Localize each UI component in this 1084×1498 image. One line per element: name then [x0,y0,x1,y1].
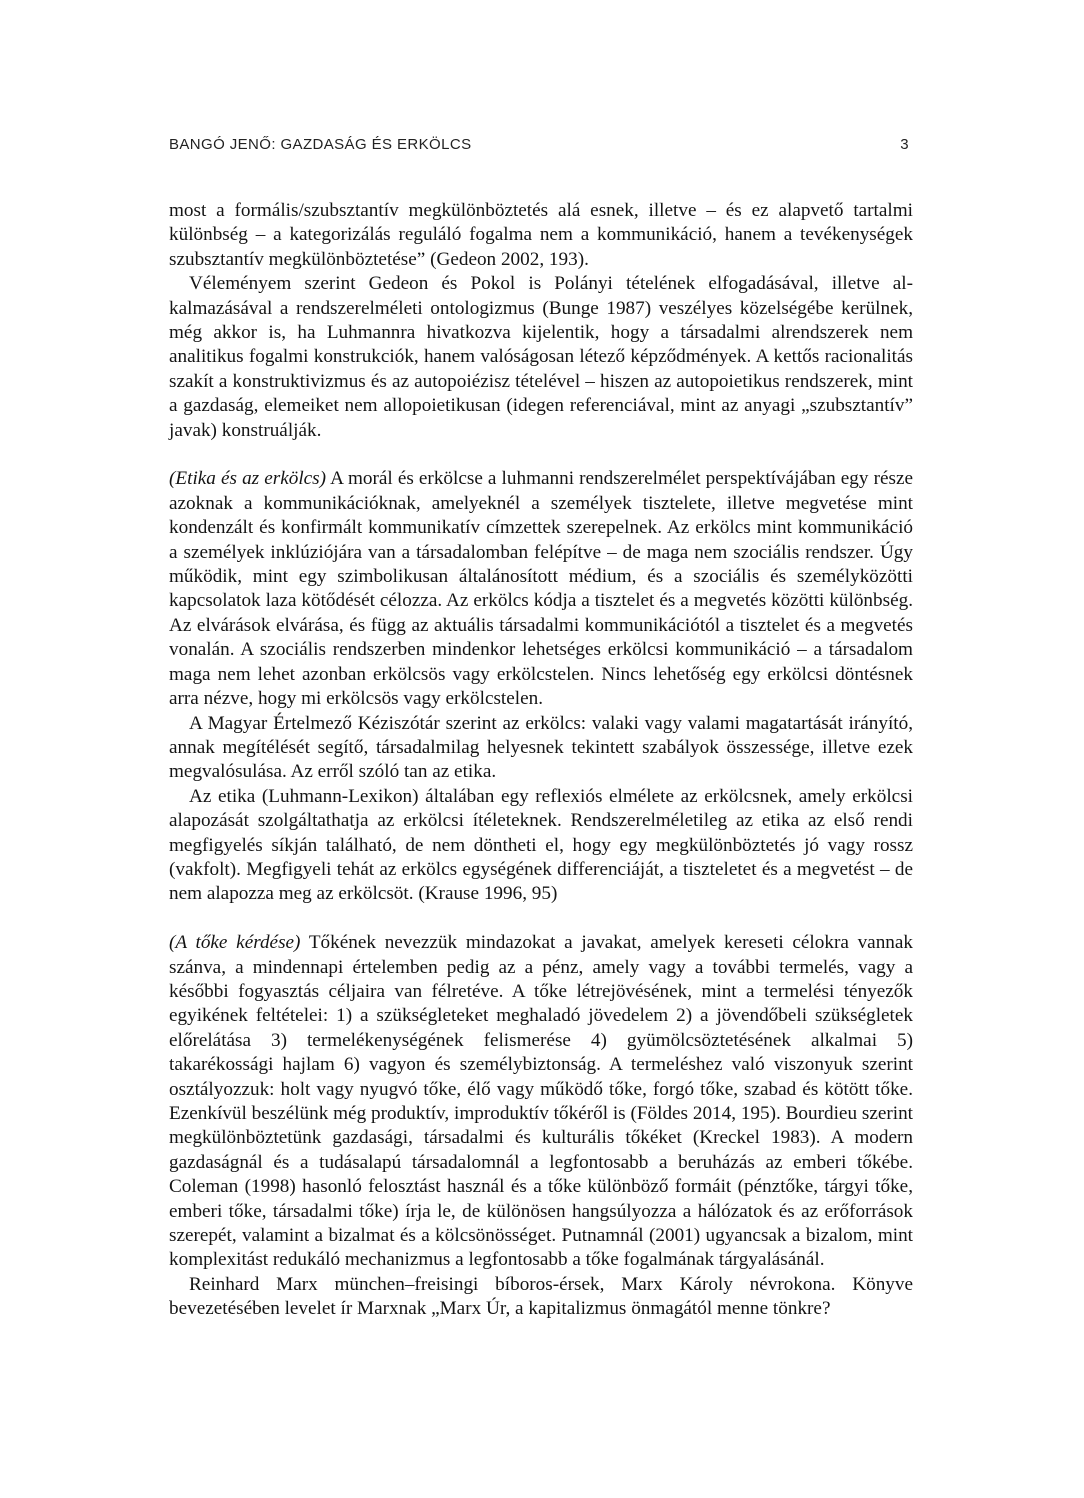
paragraph-text: Reinhard Marx münchen–freisingi bíboros-érsek, Marx Károly névrokona. Könyve bevezetésében levelet ír Marxnak „Marx Úr, a kapitalizmus önmagától menne tönkre? [169,1273,913,1320]
section-lead-etika: (Etika és az erkölcs) [169,468,327,490]
paragraph-ontologizmus [169,272,913,443]
paragraph-keziszotar [169,712,913,785]
section-paragraph-etika [169,467,913,711]
paragraph-text: A Magyar Értelmező Kéziszótár szerint az erkölcs: valaki vagy valami magatartását irányító, annak megítélését segítő, társadalmilag helyesnek tekintett szabályok összessége, illetve ezek megvalósulása. Az erről szóló tan az etika. [169,712,913,783]
paragraph-reinhard-marx [169,1273,913,1322]
paragraph-text: Tőkének nevezzük mindazokat a javakat, amelyek kereseti célokra vannak szánva, a mindennapi értelemben pedig az a pénz, amely vagy a további termelés, vagy a későbbi fogyasztás céljaira van félretéve. A tőke létrejövésének, mint a termelési tényezők egyikének feltételei: 1) a szükségleteket meghaladó jövedelem 2) a jövendőbeli szükségletek előrelátása 3) termelékenységének felismerése 4) gyümölcsöztetésének alkalmai 5) takarékossági hajlam 6) vagyon és személybiztonság. A termeléshez való viszonyuk szerint osztályozzuk: holt vagy nyugvó tőke, élő vagy működő tőke, forgó tőke, szabad és kötött tőke. Ezenkívül beszélünk még produktív, improduktív tőkéről is (Földes 2014, 195). Bourdieu szerint megkülönböztetünk gazdasági, társadalmi és kulturális tőkéket (Kreckel 1983). A modern gazdaságnál és a tudásalapú társadalomnál a legfontosabb a beruházás az emberi tőkébe. Coleman (1998) hasonló felosztást használ és a tőke különböző formáit (pénztőke, tárgyi tőke, emberi tőke, társadalmi tőke) írja le, de különösen hangsúlyozza a hálózatok és az erőforrások szerepét, valamint a bizalmat és a kölcsönösséget. Putnamnál (2001) ugyancsak a bizalom, mint komplexitást redukáló mechanizmus a legfontosabb a tőke fogalmának tárgyalásánál. [169,932,913,1271]
running-title: BANGÓ JENŐ: GAZDASÁG ÉS ERKÖLCS [169,136,472,153]
section-paragraph-toke [169,931,913,1273]
page-number: 3 [900,136,909,153]
paragraph-luhmann-lexikon [169,785,913,907]
paragraph-text: most a formális/szubsztantív megkülönböztetés alá esnek, illetve – és ez alapvető tartalmi különbség – a kategorizálás reguláló fogalma nem a kommunikáció, hanem a tevékenységek szubsztantív megkülönböztetése” (Gedeon 2002, 193). [169,200,913,270]
paragraph-continuation [169,199,913,272]
paragraph-text: Véleményem szerint Gedeon és Pokol is Polányi tételének elfogadásával, illetve alkalmazásával a rendszerelméleti ontologizmus (Bunge 1987) veszélyes közelségébe kerülnek, még akkor is, ha Luhmannra hivatkozva kijelentik, hogy a társadalmi alrendszerek nem analitikus fogalmi konstrukciók, hanem valóságosan létező képződmények. A kettős racionalitás szakít a konstruktivizmus és az autopoiézisz tételével – hiszen az autopoietikus rendszerek, mint a gazdaság, elemeiket nem allopoietikusan (idegen referenciával, mint az anyagi „szubsztantív” javak) konstruálják. [169,273,913,441]
paragraph-text: A morál és erkölcse a luhmanni rendszerelmélet perspektívájában egy része azoknak a kommunikációknak, amelyeknél a személyek tisztelete, illetve megvetése mint kondenzált és konfirmált kommunikatív címzettek szerepelnek. Az erkölcs mint kommunikáció a személyek inklúziójára van a társadalomban felépítve – de maga nem szociális rendszer. Úgy működik, mint egy szimbolikusan általánosított médium, és a szociális és személyközötti kapcsolatok laza kötődését célozza. Az erkölcs kódja a tisztelet és a megvetés közötti különbség. Az elvárások elvárása, és függ az aktuális társadalmi kommunikációtól a tisztelet és a megvetés vonalán. A szociális rendszerben mindenkor lehetséges erkölcsi kommunikáció – a társadalom maga nem lehet azonban erkölcsös vagy erkölcstelen. Nincs lehetőség egy erkölcsi döntésnek arra nézve, hogy mi erkölcsös vagy erkölcstelen. [169,468,913,710]
running-header [169,136,913,153]
paragraph-text: Az etika (Luhmann-Lexikon) általában egy reflexiós elmélete az erkölcsnek, amely erkölcsi alapozását szolgáltathatja az erkölcsi ítéleteknek. Rendszerelméletileg az etika az első rendi megfigyelés síkján található, de nem döntheti el, hogy egy megkülönböztetés jó vagy rossz (vakfolt). Megfigyeli tehát az erkölcs egységének differenciáját, a tiszteletet és a megvetést – de nem alapozza meg az erkölcsöt. (Krause 1996, 95) [169,785,913,905]
body-text [169,199,913,1322]
section-lead-toke: (A tőke kérdése) [169,932,301,954]
